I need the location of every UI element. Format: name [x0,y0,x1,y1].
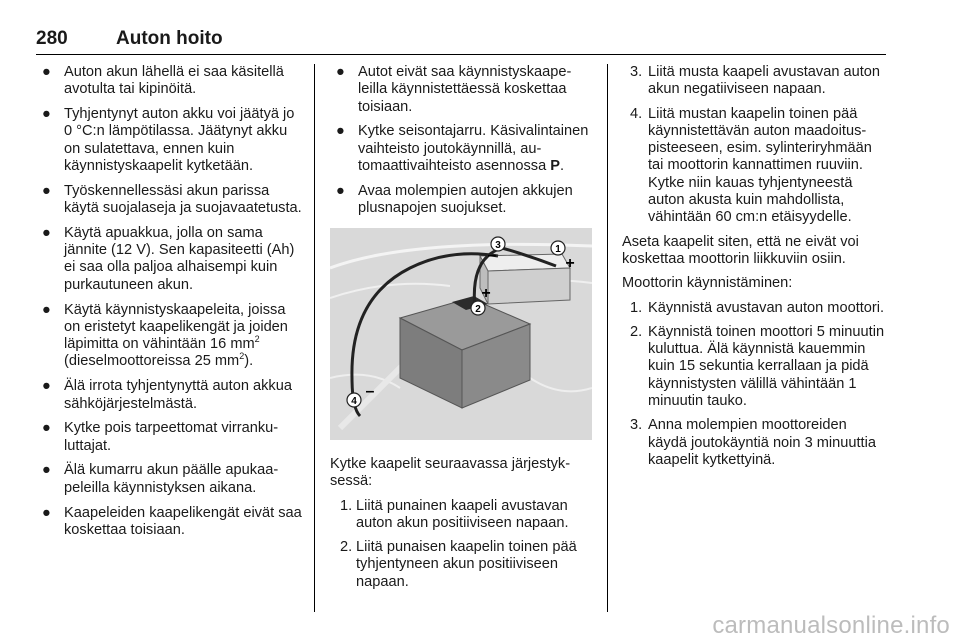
page-header [36,28,886,55]
svg-text:4: 4 [351,396,357,407]
svg-text:3: 3 [495,240,501,251]
minus-sign: – [487,247,497,264]
list-item: 3. Liitä musta kaapeli avustavan auton akun negatiiviseen napaan. [630,64,881,98]
list-item: ● Älä kumarru akun päälle apukaapeleilla käynnistyksen aikana. [42,462,279,496]
svg-text:1: 1 [555,244,561,255]
list-item: 3. Anna molempien moottoreiden käydä joutokäyntiä noin 3 minuuttia kaapelit kytkettyinä. [630,417,876,468]
engine-start-heading: Moottorin käynnistäminen: [622,275,793,292]
list-item: ● Älä irrota tyhjentynyttä auton akkua sähköjärjestelmästä. [42,378,292,412]
list-item: ● Autot eivät saa käynnistyskaapeleilla käynnistettäessä koskettaa toisiaan. [336,64,572,115]
list-item: 4. Liitä mustan kaapelin toinen pää käynnistettävän auton maadoituspisteeseen, esim. sylinteriryhmään tai moottorin kannattimen ruuviin. Kytke niin kauas tyhjentyneestä auton akusta kuin mahdollista, vähintään 60 cm:n etäisyydelle. [630,105,872,226]
list-item: ● Auton akun lähellä ei saa käsitellä avotulta tai kipinöitä. [42,64,284,98]
list-item: ● Tyhjentynyt auton akku voi jäätyä jo 0 °C:n lämpötilassa. Jäätynyt akku on sulatettava, ennen kuin käynnistyskaapelit kytketään. [42,106,295,174]
column-1 [36,64,304,547]
list-item: ● Kytke pois tarpeettomat virrankuluttajat. [42,420,279,454]
list-item: 1. Liitä punainen kaapeli avustavan auton akun positiiviseen napaan. [340,497,569,531]
column-3 [622,64,888,476]
minus-sign: – [365,383,375,400]
svg-text:2: 2 [475,304,481,315]
connection-order [330,456,594,598]
list-item: 2. Käynnistä toinen moottori 5 minuutin kuluttua. Älä käynnistä kauemmin kuin 15 sekuntia kerrallaan ja pidä käynnistysten välillä vähintään 1 minuutin tauko. [630,323,885,410]
list-item: ● Työskennellessäsi akun parissa käytä suojalaseja ja suojavaatetusta. [42,182,302,217]
cable-placement-note: Aseta kaapelit siten, että ne eivät voi koskettaa moottorin liikkuviin osiin. [622,233,859,267]
connection-steps-continued [622,64,888,227]
column-divider [607,64,608,612]
connection-steps [330,498,594,591]
preparation-bullet-list [330,64,594,217]
engine-start-steps [622,300,888,470]
page-number: 280 [36,28,68,49]
list-item: ● Käytä käynnistyskaapeleita, joissa on eristetyt kaapelikengät ja joiden läpimitta on vähintään 16 $mm^2$ (dieselmoottoreissa 25 $mm^2$). [42,301,288,370]
connection-intro: Kytke kaapelit seuraavassa järjestyksessä: [330,456,571,490]
column-2 [330,64,594,225]
jump-start-illustration [330,228,592,440]
watermark: carmanualsonline.info [712,612,950,639]
list-item: ● Avaa molempien autojen akkujen plusnapojen suojukset. [336,182,573,217]
list-item: 1. Käynnistä avustavan auton moottori. [630,299,885,316]
list-item: ● Kytke seisontajarru. Käsivalintainen vaihteisto joutokäynnillä, automaattivaihteisto asennossa P. [336,123,589,174]
plus-sign: + [481,285,491,302]
list-item: 2. Liitä punaisen kaapelin toinen pää tyhjentyneen akun positiiviseen napaan. [340,539,577,590]
safety-bullet-list [36,64,304,539]
plus-sign: + [565,255,575,272]
column-divider [314,64,315,612]
gear-position-key: P [550,157,560,174]
list-item: ● Käytä apuakkua, jolla on sama jännite (12 V). Sen kapasiteetti (Ah) ei saa olla paljoa alhaisempi kuin purkautuneen akun. [42,224,295,293]
chapter-title: Auton hoito [116,28,223,49]
engine-bay-drawing [330,228,592,440]
list-item: ● Kaapeleiden kaapelikengät eivät saa koskettaa toisiaan. [42,504,302,538]
